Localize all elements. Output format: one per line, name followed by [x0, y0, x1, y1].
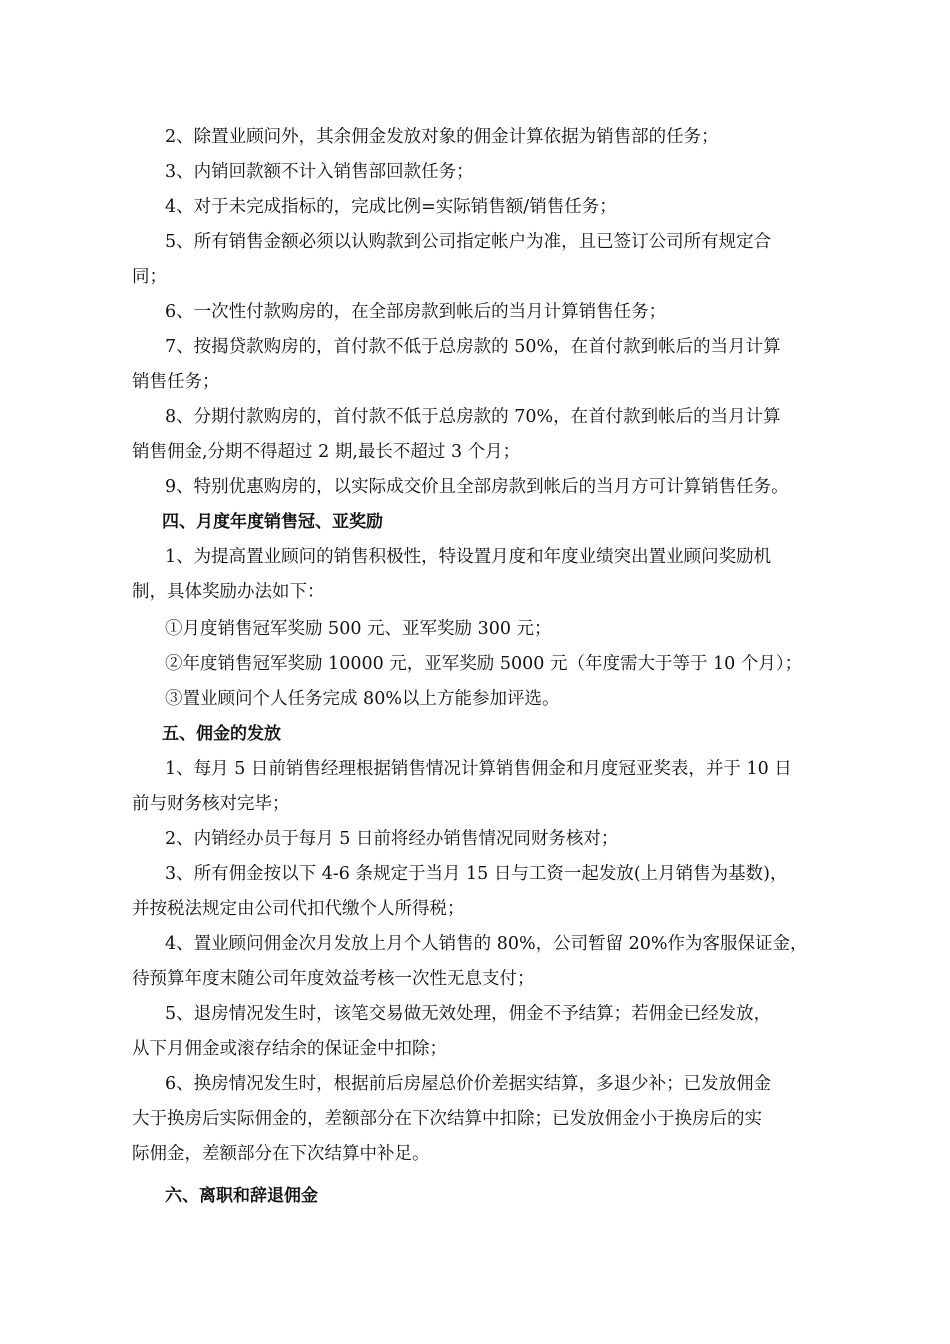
- section-5-item-5: 5、退房情况发生时，该笔交易做无效处理，佣金不予结算；若佣金已经发放，: [165, 1004, 772, 1024]
- section-5-item-6: 6、换房情况发生时，根据前后房屋总价价差据实结算，多退少补；已发放佣金: [165, 1074, 772, 1094]
- item-3-internal-sales: 3、内销回款额不计入销售部回款任务；: [165, 162, 474, 182]
- reward-annual: ②年度销售冠军奖励 10000 元，亚军奖励 5000 元（年度需大于等于 10 个月）；: [165, 654, 803, 674]
- item-9-special-discount: 9、特别优惠购房的，以实际成交价且全部房款到帐后的当月方可计算销售任务。: [165, 477, 789, 497]
- item-7-continuation: 销售任务；: [132, 372, 220, 392]
- reward-monthly: ①月度销售冠军奖励 500 元、亚军奖励 300 元；: [165, 619, 552, 639]
- section-4-heading: 四、月度年度销售冠、亚奖励: [162, 512, 383, 532]
- item-5-sales-amount: 5、所有销售金额必须以认购款到公司指定帐户为准，且已签订公司所有规定合: [165, 232, 772, 252]
- section-5-item-6-continuation-1: 大于换房后实际佣金的，差额部分在下次结算中扣除；已发放佣金小于换房后的实: [132, 1109, 762, 1129]
- section-5-item-4: 4、置业顾问佣金次月发放上月个人销售的 80%，公司暂留 20%作为客服保证金，: [165, 934, 808, 954]
- section-4-item-1: 1、为提高置业顾问的销售积极性，特设置月度和年度业绩突出置业顾问奖励机: [165, 547, 772, 567]
- section-5-item-6-continuation-2: 际佣金，差额部分在下次结算中补足。: [132, 1144, 430, 1164]
- section-5-item-2: 2、内销经办员于每月 5 日前将经办销售情况同财务核对；: [165, 829, 619, 849]
- section-5-item-1-continuation: 前与财务核对完毕；: [132, 794, 290, 814]
- item-8-continuation: 销售佣金,分期不得超过 2 期,最长不超过 3 个月；: [132, 442, 521, 462]
- item-6-full-payment: 6、一次性付款购房的，在全部房款到帐后的当月计算销售任务；: [165, 302, 667, 322]
- section-5-item-3-continuation: 并按税法规定由公司代扣代缴个人所得税；: [132, 899, 465, 919]
- item-8-installment: 8、分期付款购房的，首付款不低于总房款的 70%，在首付款到帐后的当月计算: [165, 407, 781, 427]
- section-5-item-3: 3、所有佣金按以下 4-6 条规定于当月 15 日与工资一起发放(上月销售为基数)，: [165, 864, 788, 884]
- section-5-item-5-continuation: 从下月佣金或滚存结余的保证金中扣除；: [132, 1039, 447, 1059]
- section-4-item-1-continuation: 制，具体奖励办法如下：: [132, 582, 325, 602]
- section-5-item-1: 1、每月 5 日前销售经理根据销售情况计算销售佣金和月度冠亚奖表，并于 10 日: [165, 759, 792, 779]
- item-7-mortgage: 7、按揭贷款购房的，首付款不低于总房款的 50%，在首付款到帐后的当月计算: [165, 337, 781, 357]
- section-5-heading: 五、佣金的发放: [162, 724, 281, 744]
- section-5-item-4-continuation: 待预算年度末随公司年度效益考核一次性无息支付；: [132, 969, 535, 989]
- item-4-completion-ratio: 4、对于未完成指标的，完成比例=实际销售额/销售任务；: [165, 197, 617, 217]
- reward-eligibility: ③置业顾问个人任务完成 80%以上方能参加评选。: [165, 689, 560, 709]
- item-2-commission-basis: 2、除置业顾问外，其余佣金发放对象的佣金计算依据为销售部的任务；: [165, 127, 719, 147]
- section-6-heading: 六、离职和辞退佣金: [165, 1186, 318, 1206]
- item-5-continuation: 同；: [132, 267, 167, 287]
